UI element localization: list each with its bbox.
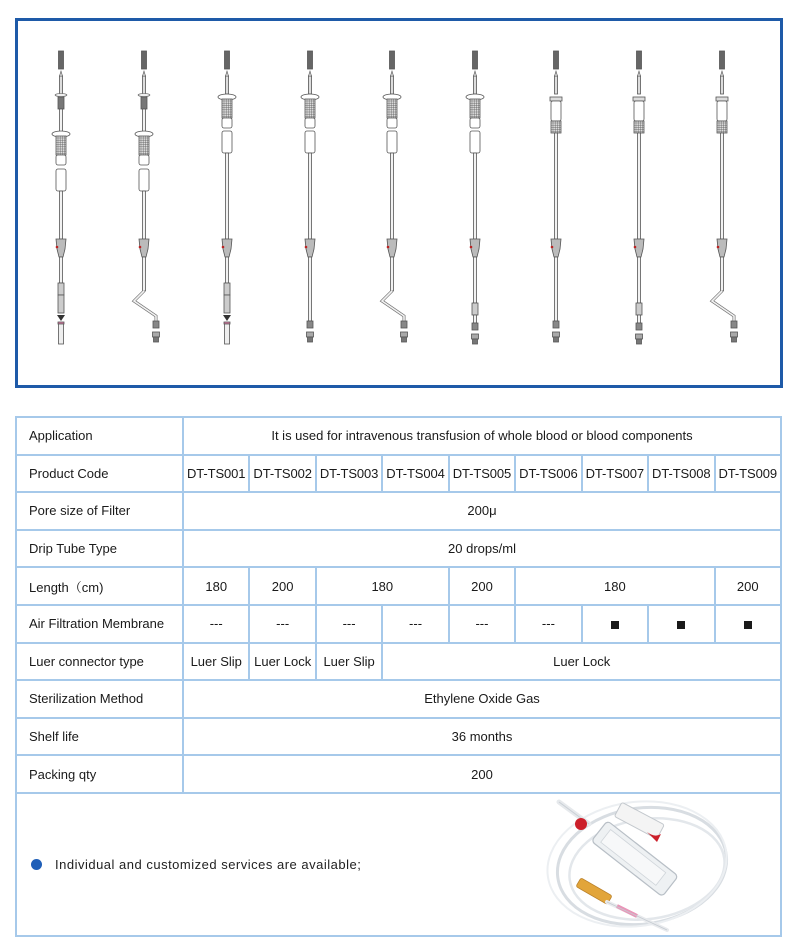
table-cell: 36 months: [183, 718, 781, 756]
table-cell: 200: [449, 567, 515, 605]
transfusion-set-drawing: [633, 51, 645, 344]
product-drawings-panel: [15, 18, 783, 388]
row-label: Air Filtration Membrane: [16, 605, 183, 643]
table-cell: 180: [515, 567, 714, 605]
table-row: [16, 643, 781, 681]
table-cell: ---: [316, 605, 382, 643]
services-cell: [16, 793, 781, 936]
transfusion-set-drawing: [382, 51, 408, 342]
table-cell: Ethylene Oxide Gas: [183, 680, 781, 718]
table-cell: 200: [715, 567, 782, 605]
row-label: Application: [16, 417, 183, 455]
row-label: Shelf life: [16, 718, 183, 756]
transfusion-set-drawing: [712, 51, 738, 342]
filled-square-icon: [611, 621, 619, 629]
table-row: [16, 680, 781, 718]
transfusion-set-drawing: [52, 51, 70, 344]
table-cell: ---: [382, 605, 448, 643]
table-cell: DT-TS002: [249, 455, 315, 493]
row-label: Packing qty: [16, 755, 183, 793]
transfusion-set-drawing: [134, 51, 160, 342]
transfusion-set-drawing: [466, 51, 484, 344]
table-cell: Luer Slip: [183, 643, 249, 681]
bullet-icon: [31, 859, 42, 870]
table-row: [16, 718, 781, 756]
transfusion-set-drawing: [301, 51, 319, 342]
row-label: Pore size of Filter: [16, 492, 183, 530]
transfusion-set-drawing: [550, 51, 562, 342]
table-cell: 180: [316, 567, 449, 605]
table-row: [16, 605, 781, 643]
table-cell: 200: [183, 755, 781, 793]
table-row: [16, 567, 781, 605]
table-cell: DT-TS009: [715, 455, 782, 493]
table-row: [16, 417, 781, 455]
table-row: [16, 530, 781, 568]
table-cell: [715, 605, 782, 643]
table-cell: ---: [249, 605, 315, 643]
product-photo: [537, 794, 737, 935]
table-cell: DT-TS003: [316, 455, 382, 493]
table-cell: ---: [449, 605, 515, 643]
table-row: [16, 492, 781, 530]
table-cell: It is used for intravenous transfusion of whole blood or blood components: [183, 417, 781, 455]
services-bullet: [31, 857, 361, 872]
row-label: Length（cm): [16, 567, 183, 605]
table-cell: 180: [183, 567, 249, 605]
transfusion-set-drawings: [18, 21, 780, 385]
table-cell: DT-TS008: [648, 455, 714, 493]
row-label: Sterilization Method: [16, 680, 183, 718]
table-row: [16, 755, 781, 793]
specification-table: [15, 416, 782, 937]
table-cell: Luer Lock: [249, 643, 315, 681]
services-text: Individual and customized services are available;: [55, 856, 362, 872]
row-label: Product Code: [16, 455, 183, 493]
table-cell: Luer Slip: [316, 643, 382, 681]
table-cell: Luer Lock: [382, 643, 781, 681]
table-cell: [648, 605, 714, 643]
table-cell: ---: [515, 605, 581, 643]
table-cell: DT-TS007: [582, 455, 648, 493]
transfusion-set-drawing: [218, 51, 236, 344]
table-cell: DT-TS005: [449, 455, 515, 493]
table-cell: [582, 605, 648, 643]
row-label: Luer connector type: [16, 643, 183, 681]
table-cell: 20 drops/ml: [183, 530, 781, 568]
filled-square-icon: [744, 621, 752, 629]
table-cell: DT-TS001: [183, 455, 249, 493]
table-cell: 200: [249, 567, 315, 605]
table-cell: ---: [183, 605, 249, 643]
table-cell: 200μ: [183, 492, 781, 530]
table-row: [16, 455, 781, 493]
row-label: Drip Tube Type: [16, 530, 183, 568]
table-cell: DT-TS006: [515, 455, 581, 493]
filled-square-icon: [677, 621, 685, 629]
table-cell: DT-TS004: [382, 455, 448, 493]
